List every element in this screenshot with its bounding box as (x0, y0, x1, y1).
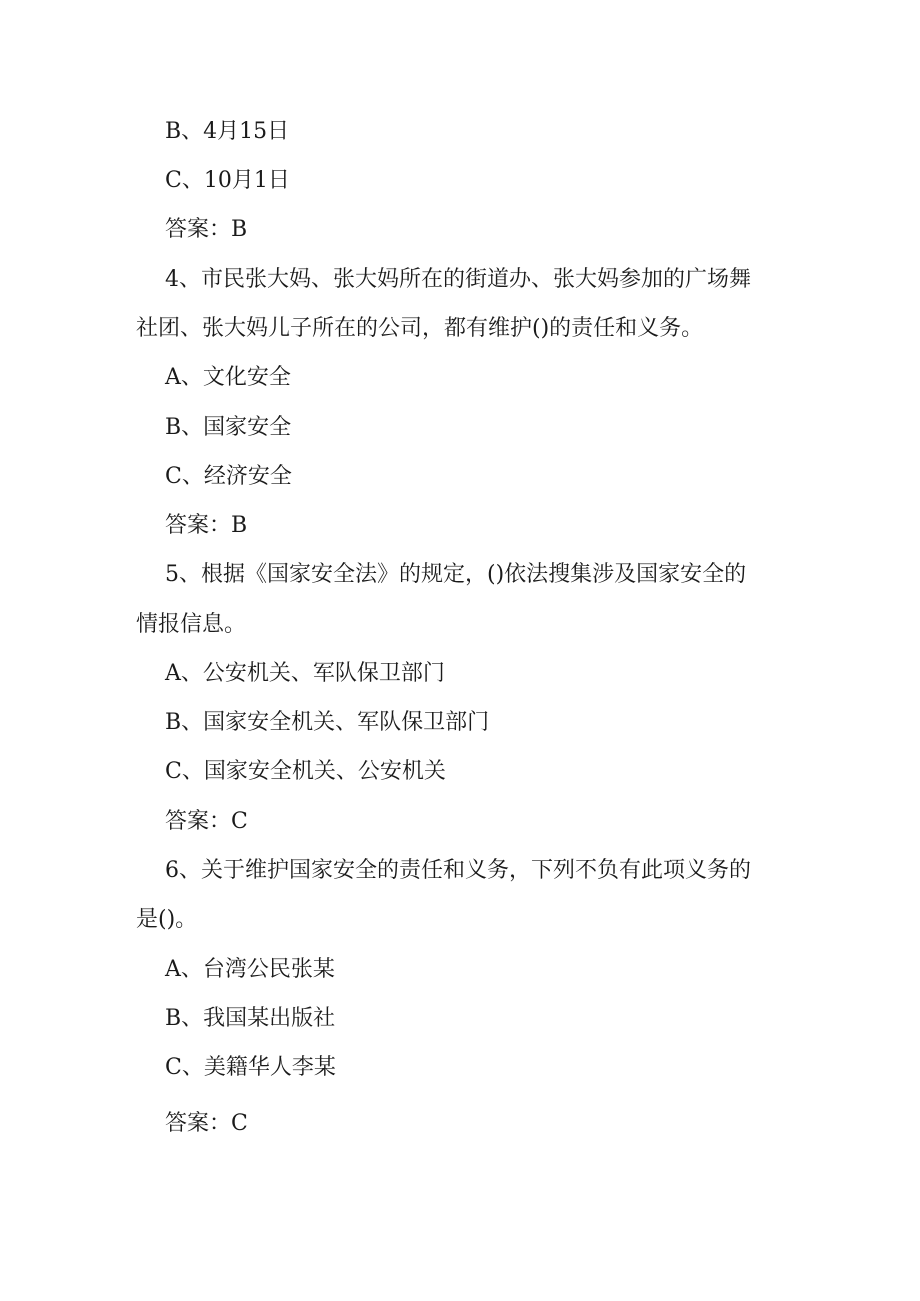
q3-option-b: B、4月15日 (165, 119, 290, 144)
q6-stem-line1: 6、关于维护国家安全的责任和义务，下列不负有此项义务的 (165, 858, 751, 883)
q4-option-b: B、国家安全 (165, 415, 292, 440)
q5-option-c: C、国家安全机关、公安机关 (165, 759, 446, 784)
q6-option-b: B、我国某出版社 (165, 1006, 336, 1031)
q4-answer: 答案：B (165, 513, 248, 538)
q3-option-c: C、10月1日 (165, 168, 290, 193)
q5-stem-line1: 5、根据《国家安全法》的规定，()依法搜集涉及国家安全的 (165, 562, 747, 587)
q6-option-c: C、美籍华人李某 (165, 1055, 336, 1080)
q6-answer: 答案：C (165, 1111, 248, 1136)
q4-stem-line1: 4、市民张大妈、张大妈所在的街道办、张大妈参加的广场舞 (165, 267, 751, 292)
q5-stem-line2: 情报信息。 (136, 612, 247, 637)
q3-answer: 答案：B (165, 217, 248, 242)
q4-option-a: A、文化安全 (165, 365, 291, 390)
q5-answer: 答案：C (165, 809, 248, 834)
q4-stem-line2: 社团、张大妈儿子所在的公司，都有维护()的责任和义务。 (136, 316, 704, 341)
q6-stem-line2: 是()。 (136, 907, 198, 932)
q6-option-a: A、台湾公民张某 (165, 957, 335, 982)
q4-option-c: C、经济安全 (165, 464, 292, 489)
q5-option-b: B、国家安全机关、军队保卫部门 (165, 710, 490, 735)
q5-option-a: A、公安机关、军队保卫部门 (165, 661, 445, 686)
